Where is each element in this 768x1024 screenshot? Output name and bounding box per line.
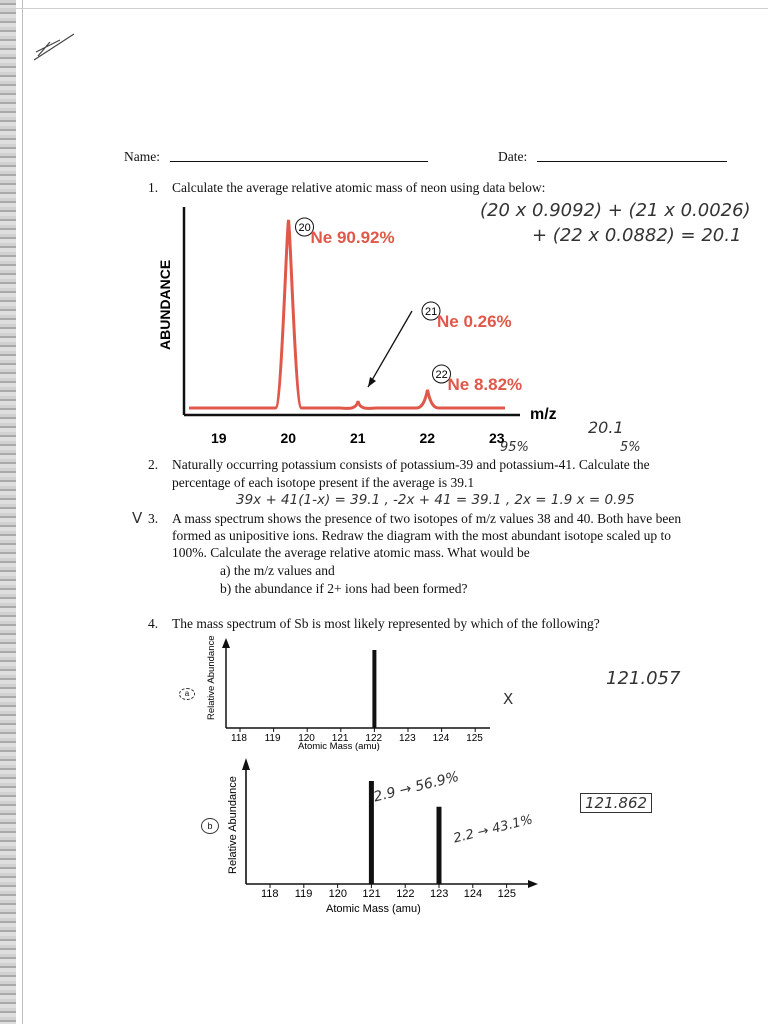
option-b-tick-label-118: 118	[261, 888, 279, 900]
option-b-tick-label-119: 119	[294, 888, 313, 900]
sb-spectrum-option-a	[200, 636, 520, 754]
q4-option-a-marker[interactable]: a	[179, 688, 195, 700]
option-b-y-arrow	[242, 758, 250, 770]
option-a-tick-label-119: 119	[264, 733, 281, 744]
option-a-tick-label-124: 124	[432, 733, 450, 744]
q4-number: 4.	[148, 616, 159, 631]
q3-line-1: A mass spectrum shows the presence of two isotopes of m/z values 38 and 40. Both have been	[172, 511, 682, 526]
option-b-tick-label-123: 123	[430, 888, 449, 900]
neon-isotope-number-22: 22	[435, 369, 448, 381]
option-a-bar-122	[372, 650, 376, 728]
option-a-y-arrow	[222, 638, 230, 648]
option-b-tick-label-121: 121	[362, 888, 381, 900]
option-a-tick-label-121: 121	[331, 733, 349, 744]
q2-handwritten-arrow-95: 95%	[500, 440, 529, 455]
q1-handwritten-work-1: (20 x 0.9092) + (21 x 0.0026)	[480, 200, 751, 221]
q3-line-3: 100%. Calculate the average relative atomic mass. What would be	[172, 545, 530, 560]
q2-line-2: percentage of each isotope present if the average is 39.1	[172, 475, 475, 490]
q2-handwritten-20-1: 20.1	[588, 418, 624, 437]
q3-line-2: formed as unipositive ions. Redraw the diagram with the most abundant isotope scaled up to	[172, 528, 672, 543]
neon-tick-label-19: 19	[211, 430, 227, 446]
date-label: Date:	[498, 149, 528, 164]
neon-mass-spectrum	[150, 205, 557, 450]
option-b-y-label: Relative Abundance	[227, 776, 239, 874]
neon-21-arrowhead	[368, 377, 376, 387]
q2-line-1: Naturally occurring potassium consists of potassium-39 and potassium-41. Calculate the	[172, 457, 650, 472]
q2-number: 2.	[148, 457, 159, 472]
neon-tick-label-21: 21	[350, 430, 366, 446]
q4-handwritten-x-mark: X	[503, 690, 514, 708]
q3-part-a: a) the m/z values and	[220, 563, 335, 578]
neon-peak-label-22: Ne 8.82%	[447, 375, 523, 394]
neon-tick-label-20: 20	[280, 430, 297, 446]
date-field[interactable]	[537, 161, 727, 162]
option-b-x-label: Atomic Mass (amu)	[326, 903, 421, 915]
q4-handwritten-b-value: 121.862	[580, 793, 652, 813]
sb-spectrum-option-b	[222, 756, 552, 916]
option-b-tick-label-122: 122	[396, 888, 415, 900]
option-b-tick-label-124: 124	[463, 888, 483, 900]
neon-x-label: m/z	[530, 406, 557, 423]
q4-text: The mass spectrum of Sb is most likely represented by which of the following?	[172, 616, 600, 631]
scan-edge-line	[22, 0, 23, 1024]
option-a-tick-label-122: 122	[365, 733, 383, 744]
pen-scribble-mark	[30, 30, 80, 64]
q3-part-b: b) the abundance if 2+ ions had been formed?	[220, 581, 468, 596]
option-b-bar-123	[437, 807, 442, 884]
q1-text: Calculate the average relative atomic mass of neon using data below:	[172, 180, 546, 195]
neon-peak-label-20: Ne 90.92%	[310, 228, 395, 247]
q4-option-b-marker[interactable]: b	[201, 818, 219, 834]
q1-handwritten-work-2: + (22 x 0.0882) = 20.1	[532, 225, 742, 246]
name-label: Name:	[124, 149, 160, 164]
option-a-tick-label-125: 125	[466, 733, 483, 744]
neon-isotope-number-20: 20	[298, 222, 311, 234]
q3-number: 3.	[148, 511, 159, 526]
q4-handwritten-a-value: 121.057	[606, 668, 681, 689]
option-b-tick-label-120: 120	[328, 888, 347, 900]
neon-21-arrow	[368, 311, 412, 387]
q2-handwritten-work: 39x + 41(1-x) = 39.1 , -2x + 41 = 39.1 , 2x = 1.9 x = 0.95	[236, 492, 635, 508]
neon-tick-label-23: 23	[489, 430, 505, 446]
neon-peak-label-21: Ne 0.26%	[437, 312, 512, 331]
q2-handwritten-arrow-5: 5%	[620, 440, 641, 455]
q4-handwritten-bar1: 2.9 → 56.9%	[372, 768, 461, 806]
scan-edge	[0, 0, 16, 1024]
option-a-tick-label-118: 118	[231, 733, 247, 744]
option-b-tick-label-125: 125	[497, 888, 516, 900]
neon-isotope-number-21: 21	[425, 306, 438, 318]
option-a-y-label: Relative Abundance	[206, 635, 217, 720]
neon-tick-label-22: 22	[419, 430, 436, 446]
option-a-tick-label-123: 123	[399, 733, 416, 744]
option-a-x-label: Atomic Mass (amu)	[298, 741, 380, 752]
q4-handwritten-bar2: 2.2 → 43.1%	[452, 812, 535, 847]
option-a-tick-label-120: 120	[298, 733, 315, 744]
neon-y-label: ABUNDANCE	[157, 259, 173, 350]
q3-check-mark: V	[132, 509, 143, 527]
q1-number: 1.	[148, 180, 159, 195]
option-b-x-arrow	[528, 880, 538, 888]
name-field[interactable]	[170, 161, 428, 162]
page-top-edge	[0, 8, 768, 9]
